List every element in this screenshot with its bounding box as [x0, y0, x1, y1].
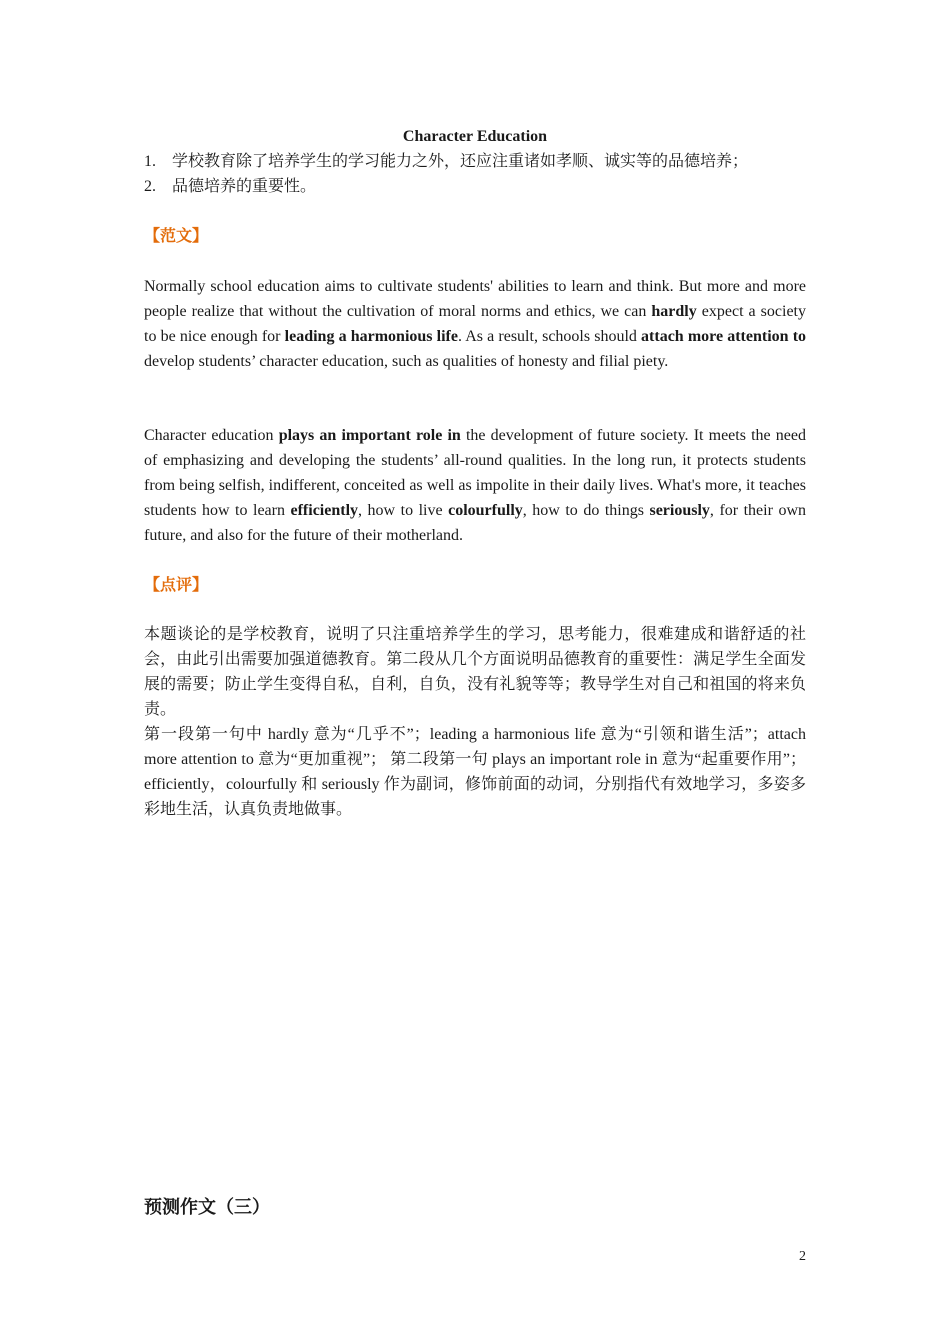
text-run: develop students’ character education, such as qualities of honesty and filial piety.: [144, 353, 669, 370]
essay-title: Character Education: [402, 128, 548, 145]
requirement-text: 品德培养的重要性。: [172, 178, 317, 195]
text-run: , how to do things: [522, 502, 650, 519]
requirement-text: 学校教育除了培养学生的学习能力之外，还应注重诸如孝顺、诚实等的品德培养；: [172, 153, 749, 170]
text-run: expect a society to be nice enough for: [144, 303, 807, 345]
sample-heading: 【范文】: [144, 228, 209, 245]
requirement-number: 2.: [144, 178, 156, 195]
text-run: the development of future society. It meets the need of emphasizing and developing the students’ all-round qualities. In the long run, it protects students from being selfish, indifferent, conceited as well as impolite in their daily lives. What's more, it teaches students how to learn: [144, 427, 807, 519]
key-phrase: plays an important role in: [278, 427, 461, 444]
requirement-item: [144, 149, 806, 174]
text-run: , how to live: [358, 502, 449, 519]
review-paragraph-2: 第一段第一句中 hardly 意为“几乎不”；leading a harmonious life 意为“引领和谐生活”；attach more attention to 意为“更加重视”； 第二段第一句 plays an important role in 意为“起重要作用”；efficiently，colourfully 和 seriously 作为副词，修饰前面的动词，分别指代有效地学习，多姿多彩地生活，认真负责地做事。: [144, 726, 806, 818]
page-number: 2: [799, 1249, 806, 1264]
key-phrase: colourfully: [448, 502, 523, 519]
key-phrase: attach more attention to: [641, 328, 807, 345]
key-phrase: efficiently: [290, 502, 359, 519]
key-phrase: hardly: [651, 303, 697, 320]
requirement-number: 1.: [144, 153, 156, 170]
sample-paragraph-2: [144, 423, 806, 548]
sample-paragraph-1: [144, 274, 806, 374]
text-run: , for their own future, and also for the future of their motherland.: [144, 502, 807, 544]
key-phrase: leading a harmonious life: [284, 328, 458, 345]
review-heading: 【点评】: [144, 577, 209, 594]
text-run: Normally school education aims to cultivate students' abilities to learn and think. But more and more people realize that without the cultivation of moral norms and ethics, we can: [144, 278, 806, 320]
key-phrase: seriously: [649, 502, 710, 519]
next-section-heading: 预测作文（三）: [144, 1197, 270, 1217]
requirement-item: [144, 174, 806, 199]
text-run: . As a result, schools should: [457, 328, 642, 345]
review-paragraph-1: 本题谈论的是学校教育，说明了只注重培养学生的学习，思考能力，很难建成和谐舒适的社会，由此引出需要加强道德教育。第二段从几个方面说明品德教育的重要性：满足学生全面发展的需要；防止学生变得自私，自利，自负，没有礼貌等等；教导学生对自己和祖国的将来负责。: [144, 626, 806, 718]
text-run: Character education: [144, 427, 279, 444]
